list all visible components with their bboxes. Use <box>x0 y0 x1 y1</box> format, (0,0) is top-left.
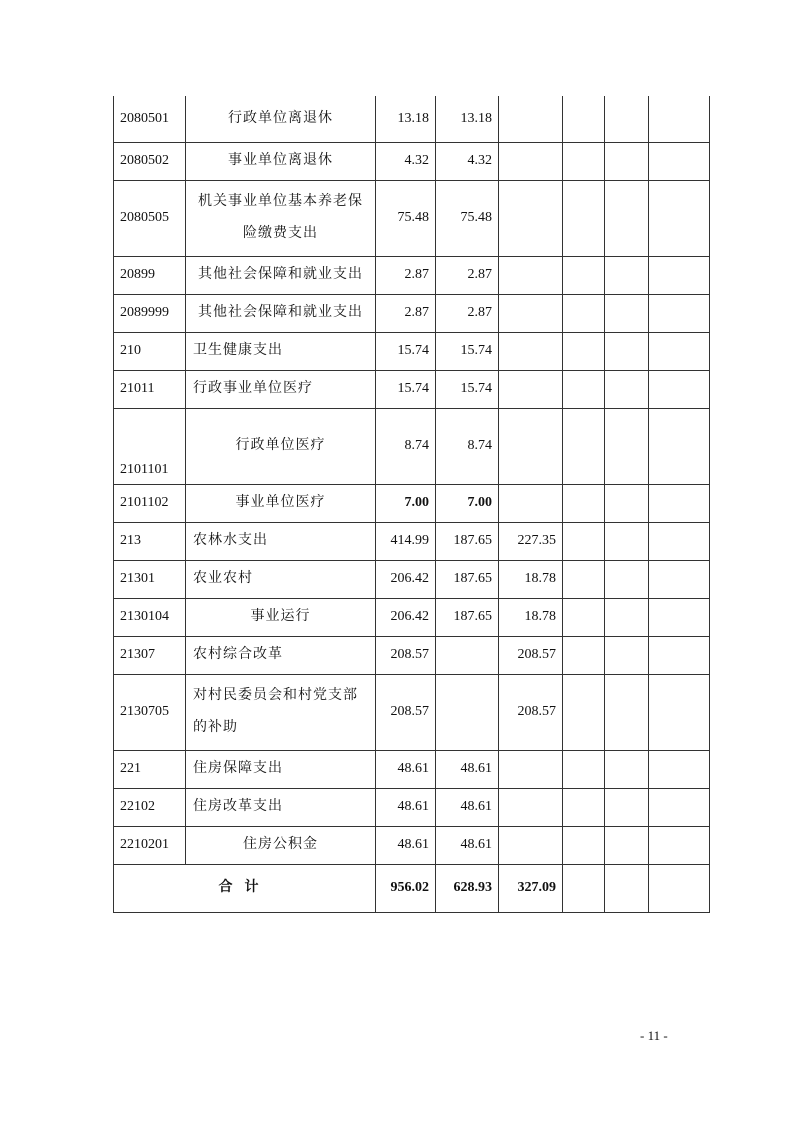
table-row <box>114 674 710 750</box>
empty-cell <box>649 142 710 180</box>
empty-cell <box>605 96 649 142</box>
total-amount-cell: 48.61 <box>376 788 436 826</box>
empty-cell <box>563 484 605 522</box>
table-row <box>114 294 710 332</box>
empty-cell <box>605 560 649 598</box>
subject-code-cell: 2101101 <box>114 408 186 484</box>
subject-name-cell: 行政单位医疗 <box>186 408 376 484</box>
project-expenditure-cell: 208.57 <box>499 636 563 674</box>
project-expenditure-cell <box>499 96 563 142</box>
empty-cell <box>605 826 649 864</box>
basic-expenditure-cell: 2.87 <box>436 294 499 332</box>
table-row <box>114 256 710 294</box>
basic-expenditure-cell: 187.65 <box>436 598 499 636</box>
table-row <box>114 826 710 864</box>
total-amount-cell: 75.48 <box>376 180 436 256</box>
empty-cell <box>563 788 605 826</box>
total-amount-cell: 206.42 <box>376 560 436 598</box>
total-amount-cell: 48.61 <box>376 826 436 864</box>
subject-code-cell: 21301 <box>114 560 186 598</box>
basic-expenditure-cell <box>436 674 499 750</box>
project-expenditure-cell <box>499 256 563 294</box>
table-row <box>114 332 710 370</box>
empty-cell <box>563 674 605 750</box>
empty-cell <box>649 826 710 864</box>
subject-code-cell: 21011 <box>114 370 186 408</box>
table-row <box>114 560 710 598</box>
basic-expenditure-cell: 4.32 <box>436 142 499 180</box>
total-row <box>114 864 710 912</box>
empty-cell <box>563 256 605 294</box>
budget-table <box>113 96 710 913</box>
empty-cell <box>605 142 649 180</box>
subject-name-cell: 事业单位医疗 <box>186 484 376 522</box>
empty-cell <box>649 294 710 332</box>
total-amount-cell: 2.87 <box>376 256 436 294</box>
table-row <box>114 96 710 142</box>
page-number: - 11 - <box>640 1028 668 1043</box>
total-amount-cell: 4.32 <box>376 142 436 180</box>
basic-expenditure-cell: 8.74 <box>436 408 499 484</box>
subject-code-cell: 213 <box>114 522 186 560</box>
empty-cell <box>605 408 649 484</box>
total-amount-cell: 2.87 <box>376 294 436 332</box>
subject-code-cell: 2130104 <box>114 598 186 636</box>
subject-code-cell: 20899 <box>114 256 186 294</box>
project-expenditure-cell <box>499 788 563 826</box>
basic-expenditure-cell: 15.74 <box>436 370 499 408</box>
empty-cell <box>605 750 649 788</box>
subject-code-cell: 2089999 <box>114 294 186 332</box>
empty-cell <box>649 522 710 560</box>
total-amount-cell: 13.18 <box>376 96 436 142</box>
empty-cell <box>605 294 649 332</box>
table-row <box>114 598 710 636</box>
project-expenditure-cell <box>499 370 563 408</box>
project-expenditure-cell <box>499 750 563 788</box>
subject-code-cell: 221 <box>114 750 186 788</box>
empty-cell <box>649 864 710 912</box>
subject-code-cell: 2080502 <box>114 142 186 180</box>
empty-cell <box>649 408 710 484</box>
empty-cell <box>563 750 605 788</box>
subject-name-cell: 对村民委员会和村党支部的补助 <box>186 674 376 750</box>
subject-name-cell: 其他社会保障和就业支出 <box>186 256 376 294</box>
basic-expenditure-cell: 2.87 <box>436 256 499 294</box>
empty-cell <box>563 142 605 180</box>
total-amount-cell: 206.42 <box>376 598 436 636</box>
table-row <box>114 484 710 522</box>
total-amount-cell: 48.61 <box>376 750 436 788</box>
subject-name-cell: 其他社会保障和就业支出 <box>186 294 376 332</box>
table-body <box>114 96 710 912</box>
basic-expenditure-cell: 7.00 <box>436 484 499 522</box>
subject-name-cell: 卫生健康支出 <box>186 332 376 370</box>
empty-cell <box>649 788 710 826</box>
project-expenditure-cell <box>499 332 563 370</box>
empty-cell <box>563 332 605 370</box>
project-expenditure-cell: 18.78 <box>499 560 563 598</box>
total-amount-cell: 208.57 <box>376 636 436 674</box>
empty-cell <box>649 560 710 598</box>
table-row <box>114 142 710 180</box>
empty-cell <box>563 96 605 142</box>
project-expenditure-cell: 208.57 <box>499 674 563 750</box>
basic-expenditure-cell: 187.65 <box>436 522 499 560</box>
empty-cell <box>605 256 649 294</box>
empty-cell <box>563 370 605 408</box>
empty-cell <box>563 826 605 864</box>
empty-cell <box>605 864 649 912</box>
subject-code-cell: 2080501 <box>114 96 186 142</box>
empty-cell <box>563 294 605 332</box>
project-expenditure-cell <box>499 826 563 864</box>
empty-cell <box>563 598 605 636</box>
subject-code-cell: 2130705 <box>114 674 186 750</box>
subject-name-cell: 行政事业单位医疗 <box>186 370 376 408</box>
project-expenditure-cell <box>499 294 563 332</box>
basic-expenditure-cell <box>436 636 499 674</box>
basic-expenditure-cell: 187.65 <box>436 560 499 598</box>
basic-expenditure-cell: 15.74 <box>436 332 499 370</box>
grand-project-cell: 327.09 <box>499 864 563 912</box>
empty-cell <box>605 674 649 750</box>
basic-expenditure-cell: 48.61 <box>436 788 499 826</box>
empty-cell <box>563 636 605 674</box>
subject-name-cell: 住房公积金 <box>186 826 376 864</box>
project-expenditure-cell: 18.78 <box>499 598 563 636</box>
empty-cell <box>563 408 605 484</box>
empty-cell <box>649 256 710 294</box>
grand-total-cell: 956.02 <box>376 864 436 912</box>
empty-cell <box>605 788 649 826</box>
subject-name-cell: 住房保障支出 <box>186 750 376 788</box>
subject-code-cell: 21307 <box>114 636 186 674</box>
total-amount-cell: 208.57 <box>376 674 436 750</box>
table-row <box>114 750 710 788</box>
project-expenditure-cell <box>499 180 563 256</box>
empty-cell <box>563 180 605 256</box>
empty-cell <box>649 180 710 256</box>
empty-cell <box>649 674 710 750</box>
total-amount-cell: 15.74 <box>376 370 436 408</box>
subject-name-cell: 住房改革支出 <box>186 788 376 826</box>
basic-expenditure-cell: 13.18 <box>436 96 499 142</box>
subject-name-cell: 农业农村 <box>186 560 376 598</box>
total-amount-cell: 15.74 <box>376 332 436 370</box>
project-expenditure-cell <box>499 408 563 484</box>
project-expenditure-cell: 227.35 <box>499 522 563 560</box>
empty-cell <box>649 370 710 408</box>
table-row <box>114 522 710 560</box>
basic-expenditure-cell: 75.48 <box>436 180 499 256</box>
basic-expenditure-cell: 48.61 <box>436 826 499 864</box>
subject-name-cell: 机关事业单位基本养老保险缴费支出 <box>186 180 376 256</box>
subject-name-cell: 农林水支出 <box>186 522 376 560</box>
empty-cell <box>605 598 649 636</box>
total-amount-cell: 414.99 <box>376 522 436 560</box>
subject-name-cell: 事业运行 <box>186 598 376 636</box>
empty-cell <box>605 370 649 408</box>
empty-cell <box>563 522 605 560</box>
table-row <box>114 788 710 826</box>
empty-cell <box>649 332 710 370</box>
subject-name-cell: 行政单位离退休 <box>186 96 376 142</box>
empty-cell <box>605 180 649 256</box>
total-amount-cell: 8.74 <box>376 408 436 484</box>
empty-cell <box>649 484 710 522</box>
table-row <box>114 408 710 484</box>
table-row <box>114 370 710 408</box>
subject-name-cell: 农村综合改革 <box>186 636 376 674</box>
project-expenditure-cell <box>499 484 563 522</box>
subject-code-cell: 2080505 <box>114 180 186 256</box>
subject-code-cell: 210 <box>114 332 186 370</box>
subject-code-cell: 2210201 <box>114 826 186 864</box>
project-expenditure-cell <box>499 142 563 180</box>
empty-cell <box>605 522 649 560</box>
empty-cell <box>605 484 649 522</box>
basic-expenditure-cell: 48.61 <box>436 750 499 788</box>
empty-cell <box>605 332 649 370</box>
empty-cell <box>649 598 710 636</box>
total-amount-cell: 7.00 <box>376 484 436 522</box>
empty-cell <box>563 560 605 598</box>
table-row <box>114 636 710 674</box>
empty-cell <box>649 96 710 142</box>
empty-cell <box>649 750 710 788</box>
table-row <box>114 180 710 256</box>
subject-name-cell: 事业单位离退休 <box>186 142 376 180</box>
total-label: 合计 <box>114 864 376 912</box>
empty-cell <box>605 636 649 674</box>
subject-code-cell: 2101102 <box>114 484 186 522</box>
empty-cell <box>563 864 605 912</box>
grand-basic-cell: 628.93 <box>436 864 499 912</box>
subject-code-cell: 22102 <box>114 788 186 826</box>
empty-cell <box>649 636 710 674</box>
